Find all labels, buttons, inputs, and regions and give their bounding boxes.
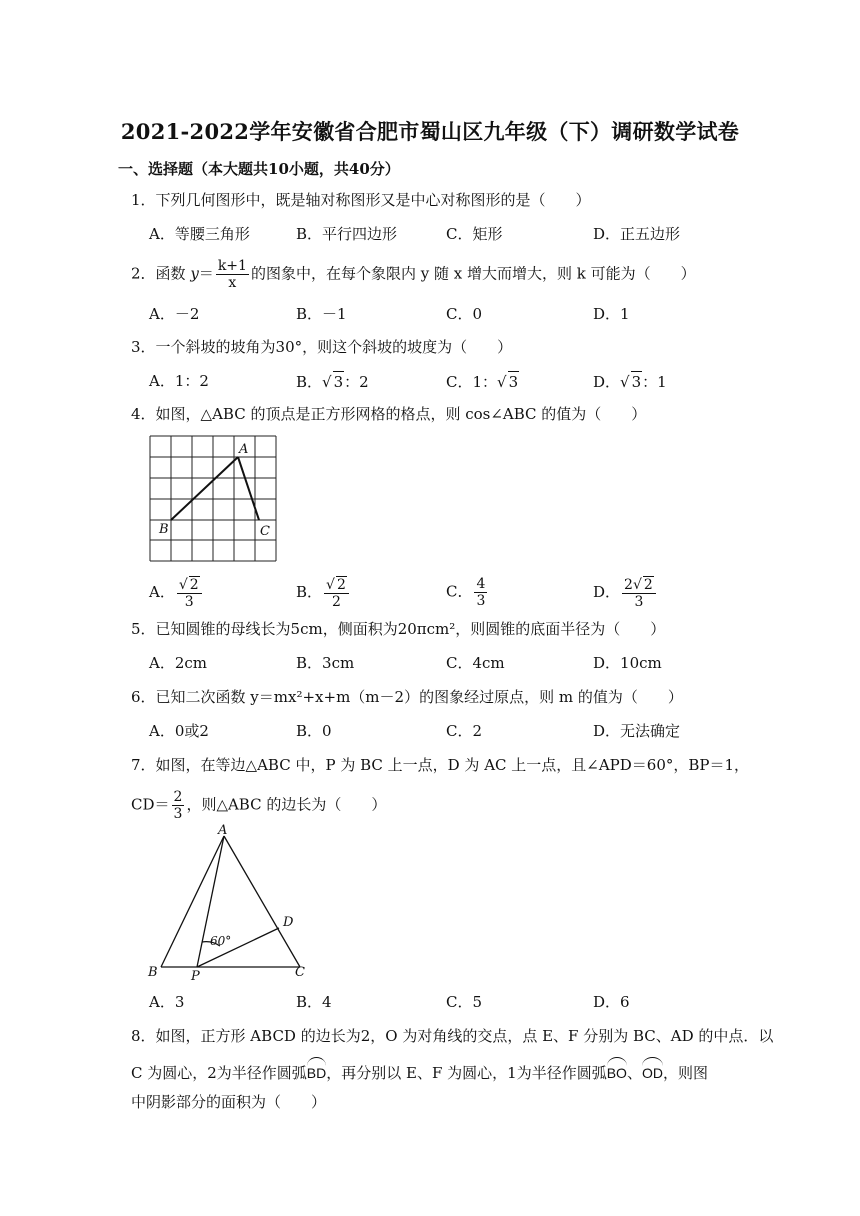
q4-label-b: B: [159, 522, 169, 537]
q5-option-b: B．3cm: [296, 654, 355, 672]
q3-option-c: C．1：√ 3: [446, 373, 519, 391]
question-1: 1．下列几何图形中，既是轴对称图形又是中心对称图形的是（ ）: [131, 191, 591, 209]
question-4: 4．如图，△ABC 的顶点是正方形网格的格点，则 cos∠ABC 的值为（ ）: [131, 405, 647, 423]
q6-option-c: C．2: [446, 722, 483, 740]
q4-label-c: C: [260, 524, 270, 539]
segment-ac: [238, 457, 259, 520]
q2-option-d: D．1: [593, 305, 630, 323]
q6-option-d: D．无法确定: [593, 722, 681, 740]
q4-option-a: A． $\frac{√ 2}{3}$: [149, 576, 204, 610]
question-5: 5．已知圆锥的母线长为5cm，侧面积为20πcm²，则圆锥的底面半径为（ ）: [131, 620, 666, 638]
q5-option-c: C．4cm: [446, 654, 505, 672]
q2-option-b: B．－1: [296, 305, 347, 323]
section-heading: 一、选择题（本大题共10小题，共40分）: [118, 160, 400, 178]
q4-option-c: C． $\frac{4}{3}$: [446, 576, 486, 609]
q7-option-d: D．6: [593, 993, 630, 1011]
q2-option-a: A．－2: [149, 305, 200, 323]
q3-option-d: D．√ 3：1: [593, 373, 667, 391]
segment-ab: [171, 457, 238, 520]
question-2: 2．函数 y＝ $\frac{k+1}{x}$ 的图象中，在每个象限内 y 随 x 增大而增大，则 k 可能为（ ）: [131, 258, 696, 291]
question-8-line3: 中阴影部分的面积为（ ）: [131, 1093, 327, 1111]
q5-option-a: A．2cm: [149, 654, 208, 672]
q7-angle-label: 60°: [210, 934, 232, 948]
q7-triangle-figure: [140, 822, 320, 982]
q4-label-a: A: [239, 442, 249, 457]
question-8: 8．如图，正方形 ABCD 的边长为2，O 为对角线的交点，点 E、F 分别为 BC、AD 的中点．以: [131, 1027, 774, 1045]
q1-option-b: B．平行四边形: [296, 225, 398, 243]
q6-option-b: B．0: [296, 722, 332, 740]
q7-label-d: D: [283, 915, 294, 930]
q7-label-p: P: [191, 969, 200, 982]
arc-bd: BD: [307, 1060, 326, 1083]
q7-label-a: A: [218, 823, 228, 838]
arc-bo: BO: [607, 1060, 627, 1083]
q2-fraction: $\frac{k+1}{x}$: [217, 258, 247, 291]
q1-option-a: A．等腰三角形: [149, 225, 250, 243]
q1-option-c: C．矩形: [446, 225, 503, 243]
q1-option-d: D．正五边形: [593, 225, 681, 243]
arc-od: OD: [642, 1060, 663, 1083]
q6-option-a: A．0或2: [149, 722, 209, 740]
page-title: 2021-2022学年安徽省合肥市蜀山区九年级（下）调研数学试卷: [120, 119, 740, 144]
q7-option-c: C．5: [446, 993, 483, 1011]
q3-option-b: B．√ 3：2: [296, 373, 369, 391]
q7-label-c: C: [295, 965, 305, 980]
question-7-line2: CD＝ $\frac{2}{3}$ ，则△ABC 的边长为（ ）: [131, 789, 387, 822]
question-8-line2: C 为圆心，2为半径作圆弧BD，再分别以 E、F 为圆心，1为半径作圆弧BO、OD，则图: [131, 1060, 708, 1083]
q4-option-b: B． $\frac{√ 2}{2}$: [296, 576, 351, 610]
question-6: 6．已知二次函数 y＝mx²+x+m（m－2）的图象经过原点，则 m 的值为（ ）: [131, 688, 683, 706]
question-3: 3．一个斜坡的坡角为30°，则这个斜坡的坡度为（ ）: [131, 338, 513, 356]
q2-option-c: C．0: [446, 305, 483, 323]
q7-option-b: B．4: [296, 993, 332, 1011]
q7-label-b: B: [148, 965, 158, 980]
q7-option-a: A．3: [149, 993, 185, 1011]
q4-grid-figure: [146, 432, 286, 566]
q4-option-d: D． $\frac{2√ 2}{3}$: [593, 576, 658, 610]
q3-option-a: A．1：2: [149, 372, 209, 390]
question-7: 7．如图，在等边△ABC 中，P 为 BC 上一点，D 为 AC 上一点，且∠APD＝60°，BP＝1，: [131, 756, 750, 774]
q5-option-d: D．10cm: [593, 654, 662, 672]
